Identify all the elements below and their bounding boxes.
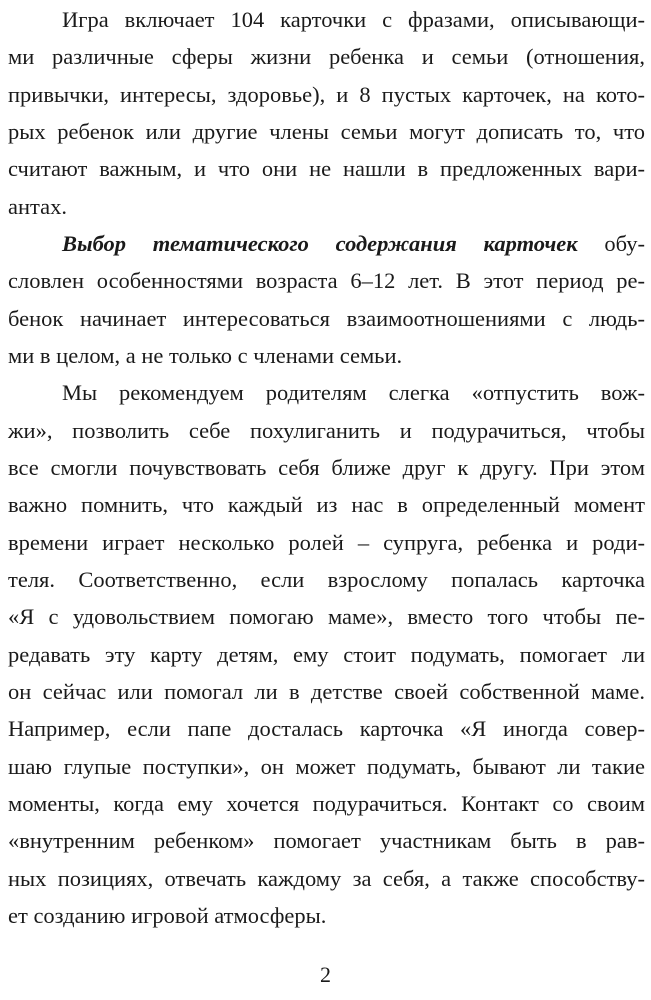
text-line: «внутренним ребенком» помогает участникам быть в рав- [8, 828, 645, 853]
text-line: важно помнить, что каждый из нас в определенный момент [8, 492, 645, 517]
text-line: «Я с удовольствием помогаю маме», вместо того чтобы пе- [8, 604, 645, 629]
text-line: ных позициях, отвечать каждому за себя, а также способству- [8, 866, 645, 891]
text-line: все смогли почувствовать себя ближе друг к другу. При этом [8, 455, 645, 480]
text-line: моменты, когда ему хочется подурачиться. Контакт со своим [8, 791, 645, 816]
text-line: привычки, интересы, здоровье), и 8 пустых карточек, на кото- [8, 82, 645, 107]
text-line: жи», позволить себе похулиганить и подурачиться, чтобы [8, 418, 645, 443]
text-line: считают важным, и что они не нашли в предложенных вари- [8, 156, 645, 181]
text-line: шаю глупые поступки», он может подумать, бывают ли такие [8, 754, 645, 779]
page-number: 2 [320, 962, 331, 987]
text-line: ми в целом, а не только с членами семьи. [8, 343, 403, 368]
emphasized-phrase: Выбор тематического содержания карточек [62, 231, 578, 256]
text-line: бенок начинает интересоваться взаимоотношениями с людь- [8, 306, 645, 331]
text-line: теля. Соответственно, если взрослому попалась карточка [8, 567, 645, 592]
text-line: ет созданию игровой атмосферы. [8, 903, 327, 928]
text-line: Например, если папе досталась карточка «Я иногда совер- [8, 716, 645, 741]
text-line [62, 225, 645, 262]
text-line: Мы рекомендуем родителям слегка «отпустить вож- [62, 380, 645, 405]
text-line: он сейчас или помогал ли в детстве своей собственной маме. [8, 679, 645, 704]
text-line: рых ребенок или другие члены семьи могут дописать то, что [8, 119, 645, 144]
text-line: редавать эту карту детям, ему стоит подумать, помогает ли [8, 642, 645, 667]
text-line: времени играет несколько ролей – супруга, ребенка и роди- [8, 530, 645, 555]
text-fragment: обу- [577, 231, 645, 256]
text-line: антах. [8, 194, 67, 219]
text-line: ми различные сферы жизни ребенка и семьи (отношения, [8, 44, 645, 69]
text-line: словлен особенностями возраста 6–12 лет. В этот период ре- [8, 268, 645, 293]
text-line: Игра включает 104 карточки с фразами, описывающи- [62, 7, 645, 32]
